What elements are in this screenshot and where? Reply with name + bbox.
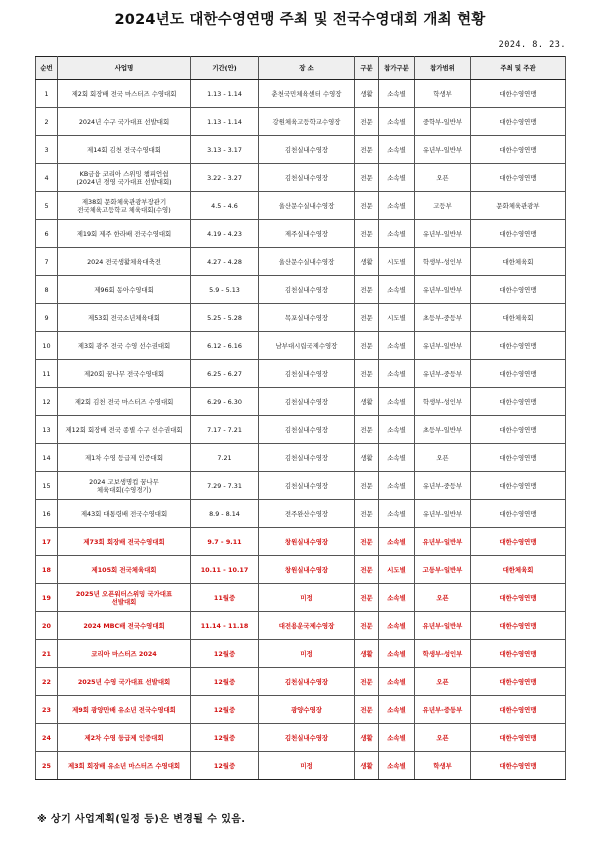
cell-event-name: 제53회 전국소년체육대회 [58, 304, 191, 332]
cell-event-name: 제1차 수영 등급제 인증대회 [58, 444, 191, 472]
cell-venue: 창원실내수영장 [259, 528, 355, 556]
table-row [36, 248, 566, 276]
cell-event-name: KB금융 코리아 스위밍 챔피언쉽 (2024년 경영 국가대표 선발대회) [58, 164, 191, 192]
cell-scope: 중학부-일반부 [415, 108, 471, 136]
cell-venue: 울산문수실내수영장 [259, 248, 355, 276]
cell-event-name: 제105회 전국체육대회 [58, 556, 191, 584]
cell-entry-type: 소속별 [379, 612, 415, 640]
cell-period: 10.11 - 10.17 [191, 556, 259, 584]
cell-host: 대한수영연맹 [471, 444, 566, 472]
header-event-name: 사업명 [58, 57, 191, 80]
cell-type: 생활 [355, 248, 379, 276]
cell-no: 25 [36, 752, 58, 780]
cell-type: 전문 [355, 584, 379, 612]
cell-venue: 울산문수실내수영장 [259, 192, 355, 220]
cell-entry-type: 소속별 [379, 80, 415, 108]
cell-host: 대한수영연맹 [471, 640, 566, 668]
cell-scope: 유년부-중등부 [415, 472, 471, 500]
cell-entry-type: 시도별 [379, 248, 415, 276]
cell-event-name: 2024 전국생활체육대축전 [58, 248, 191, 276]
cell-scope: 오픈 [415, 724, 471, 752]
cell-no: 5 [36, 192, 58, 220]
table-row [36, 640, 566, 668]
cell-type: 생활 [355, 752, 379, 780]
cell-no: 11 [36, 360, 58, 388]
cell-scope: 고등부 [415, 192, 471, 220]
cell-venue: 김천실내수영장 [259, 472, 355, 500]
cell-scope: 오픈 [415, 584, 471, 612]
document-title: 2024년도 대한수영연맹 주최 및 전국수영대회 개최 현황 [114, 12, 486, 28]
cell-period: 7.21 [191, 444, 259, 472]
header-type: 구분 [355, 57, 379, 80]
cell-period: 3.13 - 3.17 [191, 136, 259, 164]
cell-host: 대한수영연맹 [471, 584, 566, 612]
cell-host: 대한수영연맹 [471, 388, 566, 416]
cell-period: 11.14 - 11.18 [191, 612, 259, 640]
header-scope: 참가범위 [415, 57, 471, 80]
cell-event-name: 2024 고보생명컵 꿈나무 체육대회(수영경기) [58, 472, 191, 500]
cell-venue: 김천실내수영장 [259, 136, 355, 164]
cell-type: 전문 [355, 360, 379, 388]
cell-scope: 고등부-일반부 [415, 556, 471, 584]
table-row [36, 444, 566, 472]
table-row [36, 416, 566, 444]
cell-type: 전문 [355, 668, 379, 696]
cell-type: 전문 [355, 192, 379, 220]
cell-type: 전문 [355, 220, 379, 248]
cell-venue: 미정 [259, 752, 355, 780]
cell-period: 6.29 - 6.30 [191, 388, 259, 416]
cell-venue: 김천실내수영장 [259, 164, 355, 192]
cell-event-name: 제19회 제주 한라배 전국수영대회 [58, 220, 191, 248]
table-header-row [36, 57, 566, 80]
cell-host: 대한체육회 [471, 304, 566, 332]
cell-host: 대한수영연맹 [471, 668, 566, 696]
cell-scope: 유년부-일반부 [415, 500, 471, 528]
cell-entry-type: 소속별 [379, 276, 415, 304]
cell-event-name: 제73회 회장배 전국수영대회 [58, 528, 191, 556]
cell-no: 22 [36, 668, 58, 696]
cell-entry-type: 소속별 [379, 696, 415, 724]
cell-host: 대한수영연맹 [471, 528, 566, 556]
table-row [36, 500, 566, 528]
cell-no: 15 [36, 472, 58, 500]
cell-period: 12월중 [191, 752, 259, 780]
cell-type: 전문 [355, 304, 379, 332]
cell-period: 8.9 - 8.14 [191, 500, 259, 528]
cell-host: 대한수영연맹 [471, 500, 566, 528]
table-row [36, 388, 566, 416]
cell-no: 8 [36, 276, 58, 304]
cell-no: 9 [36, 304, 58, 332]
table-row [36, 164, 566, 192]
table-row [36, 108, 566, 136]
cell-host: 대한수영연맹 [471, 416, 566, 444]
cell-entry-type: 시도별 [379, 304, 415, 332]
cell-event-name: 2025년 수영 국가대표 선발대회 [58, 668, 191, 696]
table-row [36, 668, 566, 696]
header-period: 기간(안) [191, 57, 259, 80]
footnote: ※ 상기 사업계획(일정 등)은 변경될 수 있음. [37, 814, 246, 825]
cell-venue: 김천실내수영장 [259, 668, 355, 696]
cell-type: 전문 [355, 500, 379, 528]
cell-entry-type: 소속별 [379, 528, 415, 556]
cell-period: 4.27 - 4.28 [191, 248, 259, 276]
cell-event-name: 제2차 수영 등급제 인증대회 [58, 724, 191, 752]
cell-type: 전문 [355, 556, 379, 584]
cell-period: 11월중 [191, 584, 259, 612]
cell-event-name: 제20회 꿈나무 전국수영대회 [58, 360, 191, 388]
cell-venue: 강원체육고등학교수영장 [259, 108, 355, 136]
cell-type: 생활 [355, 724, 379, 752]
cell-event-name: 제14회 김천 전국수영대회 [58, 136, 191, 164]
cell-scope: 유년부-일반부 [415, 276, 471, 304]
cell-host: 대한수영연맹 [471, 612, 566, 640]
cell-entry-type: 소속별 [379, 332, 415, 360]
header-venue: 장 소 [259, 57, 355, 80]
cell-entry-type: 소속별 [379, 416, 415, 444]
cell-period: 12월중 [191, 668, 259, 696]
cell-period: 5.9 - 5.13 [191, 276, 259, 304]
cell-venue: 목포실내수영장 [259, 304, 355, 332]
cell-entry-type: 소속별 [379, 472, 415, 500]
header-entry-type: 참가구분 [379, 57, 415, 80]
cell-type: 생활 [355, 388, 379, 416]
cell-period: 7.17 - 7.21 [191, 416, 259, 444]
cell-event-name: 2025년 오픈워터스위밍 국가대표 선발대회 [58, 584, 191, 612]
cell-venue: 광양수영장 [259, 696, 355, 724]
table-row [36, 584, 566, 612]
document-date: 2024. 8. 23. [498, 40, 566, 50]
table-row [36, 332, 566, 360]
cell-scope: 유년부-일반부 [415, 528, 471, 556]
cell-period: 6.12 - 6.16 [191, 332, 259, 360]
cell-venue: 전주완산수영장 [259, 500, 355, 528]
table-row [36, 472, 566, 500]
cell-scope: 초등부-일반부 [415, 416, 471, 444]
header-no: 순번 [36, 57, 58, 80]
cell-no: 20 [36, 612, 58, 640]
table-row [36, 304, 566, 332]
cell-type: 전문 [355, 276, 379, 304]
cell-period: 6.25 - 6.27 [191, 360, 259, 388]
cell-event-name: 제38회 문화체육관광부장관기 전국체육고등학교 체육대회(수영) [58, 192, 191, 220]
cell-venue: 김천실내수영장 [259, 416, 355, 444]
cell-type: 전문 [355, 136, 379, 164]
cell-no: 6 [36, 220, 58, 248]
cell-venue: 김천실내수영장 [259, 724, 355, 752]
table-row [36, 192, 566, 220]
cell-no: 4 [36, 164, 58, 192]
cell-type: 전문 [355, 108, 379, 136]
table-row [36, 80, 566, 108]
cell-host: 대한수영연맹 [471, 696, 566, 724]
cell-no: 10 [36, 332, 58, 360]
table-row [36, 556, 566, 584]
cell-no: 1 [36, 80, 58, 108]
cell-entry-type: 소속별 [379, 724, 415, 752]
schedule-table [35, 56, 566, 780]
cell-entry-type: 소속별 [379, 640, 415, 668]
cell-scope: 유년부-일반부 [415, 332, 471, 360]
cell-period: 12월중 [191, 696, 259, 724]
cell-no: 24 [36, 724, 58, 752]
schedule-table-body [36, 80, 566, 780]
cell-host: 대한수영연맹 [471, 164, 566, 192]
cell-venue: 김천실내수영장 [259, 276, 355, 304]
cell-event-name: 제3회 광주 전국 수영 선수권대회 [58, 332, 191, 360]
cell-event-name: 코리아 마스터즈 2024 [58, 640, 191, 668]
cell-period: 7.29 - 7.31 [191, 472, 259, 500]
cell-type: 전문 [355, 696, 379, 724]
cell-host: 대한수영연맹 [471, 136, 566, 164]
cell-type: 생활 [355, 444, 379, 472]
cell-event-name: 제9회 광양만배 유소년 전국수영대회 [58, 696, 191, 724]
cell-no: 13 [36, 416, 58, 444]
cell-scope: 초등부-중등부 [415, 304, 471, 332]
cell-scope: 학생부 [415, 752, 471, 780]
cell-event-name: 제3회 회장배 유소년 마스터즈 수영대회 [58, 752, 191, 780]
table-row [36, 696, 566, 724]
cell-scope: 학생부-성인부 [415, 248, 471, 276]
cell-scope: 오픈 [415, 444, 471, 472]
cell-type: 전문 [355, 612, 379, 640]
cell-entry-type: 소속별 [379, 752, 415, 780]
cell-entry-type: 소속별 [379, 192, 415, 220]
cell-venue: 창원실내수영장 [259, 556, 355, 584]
cell-period: 1.13 - 1.14 [191, 80, 259, 108]
cell-event-name: 제12회 회장배 전국 종별 수구 선수권대회 [58, 416, 191, 444]
cell-type: 전문 [355, 332, 379, 360]
cell-period: 12월중 [191, 724, 259, 752]
cell-scope: 오픈 [415, 668, 471, 696]
cell-host: 대한수영연맹 [471, 276, 566, 304]
cell-no: 3 [36, 136, 58, 164]
cell-entry-type: 소속별 [379, 136, 415, 164]
cell-period: 9.7 - 9.11 [191, 528, 259, 556]
table-row [36, 724, 566, 752]
cell-type: 생활 [355, 640, 379, 668]
cell-venue: 미정 [259, 584, 355, 612]
cell-period: 5.25 - 5.28 [191, 304, 259, 332]
cell-scope: 학생부 [415, 80, 471, 108]
cell-host: 대한수영연맹 [471, 108, 566, 136]
cell-no: 7 [36, 248, 58, 276]
cell-host: 대한수영연맹 [471, 752, 566, 780]
table-row [36, 220, 566, 248]
cell-scope: 유년부-일반부 [415, 612, 471, 640]
cell-event-name: 제2회 김천 전국 마스터즈 수영대회 [58, 388, 191, 416]
cell-event-name: 제2회 회장배 전국 마스터즈 수영대회 [58, 80, 191, 108]
cell-host: 대한체육회 [471, 248, 566, 276]
cell-no: 18 [36, 556, 58, 584]
cell-entry-type: 소속별 [379, 220, 415, 248]
cell-scope: 유년부-중등부 [415, 360, 471, 388]
cell-period: 3.22 - 3.27 [191, 164, 259, 192]
cell-no: 16 [36, 500, 58, 528]
cell-no: 19 [36, 584, 58, 612]
cell-scope: 오픈 [415, 164, 471, 192]
cell-type: 전문 [355, 416, 379, 444]
table-row [36, 528, 566, 556]
cell-no: 14 [36, 444, 58, 472]
cell-period: 4.19 - 4.23 [191, 220, 259, 248]
cell-entry-type: 소속별 [379, 164, 415, 192]
cell-venue: 김천실내수영장 [259, 360, 355, 388]
cell-entry-type: 소속별 [379, 444, 415, 472]
cell-venue: 제주실내수영장 [259, 220, 355, 248]
cell-host: 대한수영연맹 [471, 332, 566, 360]
cell-no: 23 [36, 696, 58, 724]
cell-type: 전문 [355, 164, 379, 192]
cell-venue: 미정 [259, 640, 355, 668]
cell-entry-type: 소속별 [379, 584, 415, 612]
cell-host: 대한수영연맹 [471, 220, 566, 248]
cell-event-name: 제96회 동아수영대회 [58, 276, 191, 304]
cell-scope: 유년부-일반부 [415, 136, 471, 164]
cell-no: 12 [36, 388, 58, 416]
cell-event-name: 제43회 대통령배 전국수영대회 [58, 500, 191, 528]
cell-host: 문화체육관광부 [471, 192, 566, 220]
cell-host: 대한수영연맹 [471, 724, 566, 752]
table-row [36, 360, 566, 388]
cell-period: 4.5 - 4.6 [191, 192, 259, 220]
cell-entry-type: 소속별 [379, 500, 415, 528]
cell-venue: 김천실내수영장 [259, 444, 355, 472]
cell-venue: 남부대시립국제수영장 [259, 332, 355, 360]
cell-venue: 김천실내수영장 [259, 388, 355, 416]
cell-scope: 유년부-일반부 [415, 220, 471, 248]
cell-event-name: 2024년 수구 국가대표 선발대회 [58, 108, 191, 136]
cell-no: 2 [36, 108, 58, 136]
cell-host: 대한수영연맹 [471, 80, 566, 108]
cell-entry-type: 소속별 [379, 360, 415, 388]
cell-no: 17 [36, 528, 58, 556]
cell-host: 대한수영연맹 [471, 472, 566, 500]
cell-host: 대한수영연맹 [471, 360, 566, 388]
cell-entry-type: 소속별 [379, 668, 415, 696]
cell-scope: 학생부-성인부 [415, 388, 471, 416]
cell-entry-type: 소속별 [379, 108, 415, 136]
cell-type: 전문 [355, 528, 379, 556]
cell-scope: 유년부-중등부 [415, 696, 471, 724]
cell-type: 전문 [355, 472, 379, 500]
cell-entry-type: 시도별 [379, 556, 415, 584]
cell-no: 21 [36, 640, 58, 668]
cell-event-name: 2024 MBC배 전국수영대회 [58, 612, 191, 640]
table-row [36, 612, 566, 640]
cell-entry-type: 소속별 [379, 388, 415, 416]
cell-venue: 대전용운국제수영장 [259, 612, 355, 640]
table-row [36, 276, 566, 304]
cell-period: 1.13 - 1.14 [191, 108, 259, 136]
table-row [36, 752, 566, 780]
header-host: 주최 및 주관 [471, 57, 566, 80]
cell-type: 생활 [355, 80, 379, 108]
table-row [36, 136, 566, 164]
cell-host: 대한체육회 [471, 556, 566, 584]
cell-venue: 춘천국민체육센터 수영장 [259, 80, 355, 108]
cell-scope: 학생부-성인부 [415, 640, 471, 668]
cell-period: 12월중 [191, 640, 259, 668]
